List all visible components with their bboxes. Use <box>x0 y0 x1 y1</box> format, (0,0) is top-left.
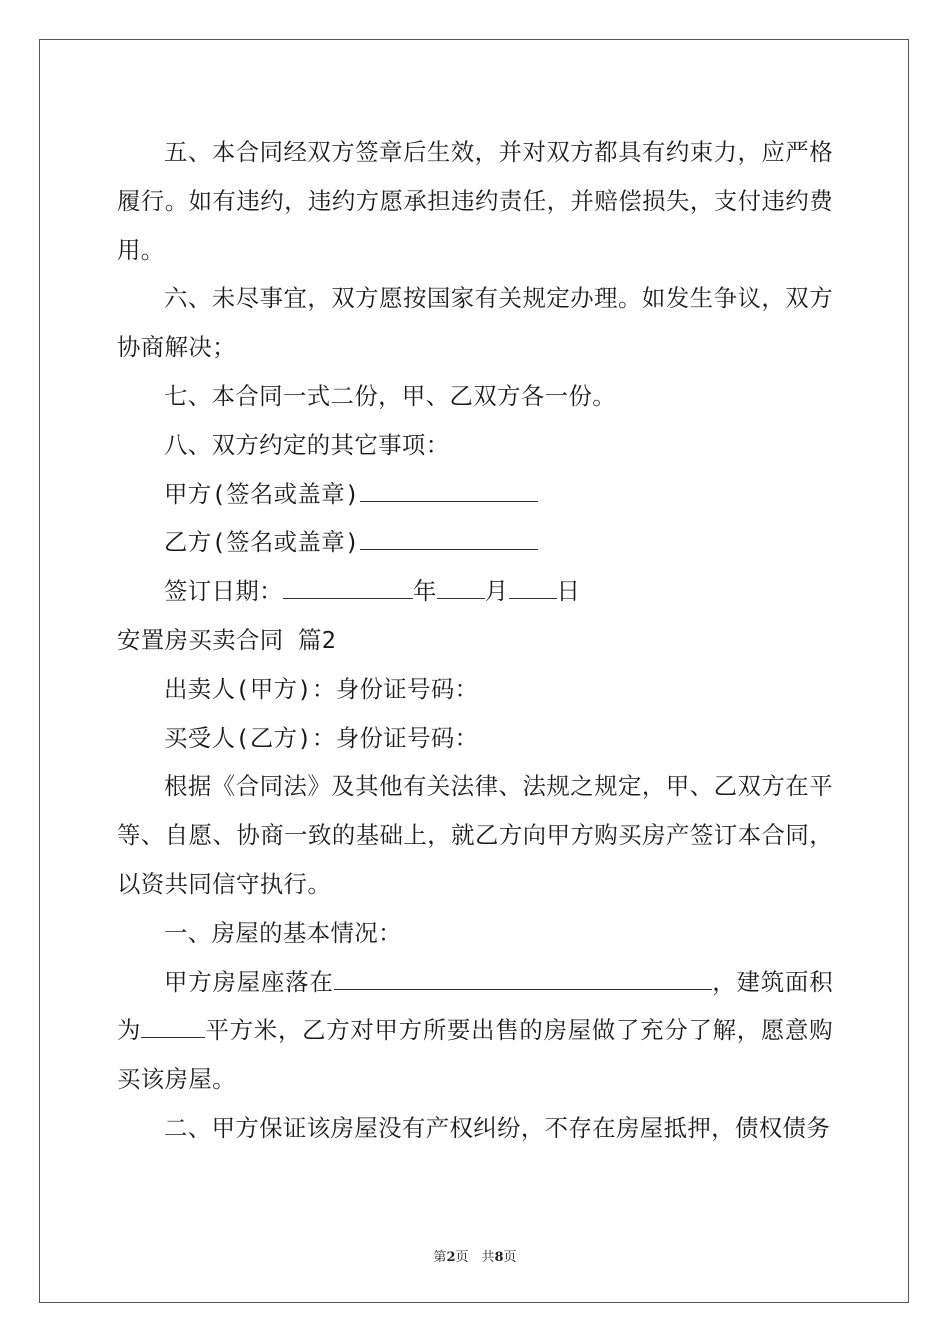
day-blank <box>509 572 557 599</box>
seller-line: 出卖人(甲方)：身份证号码： <box>164 674 479 703</box>
clause-1-body <box>117 958 833 1104</box>
clause-6: 六、未尽事宜，双方愿按国家有关规定办理。如发生争议，双方协商解决； <box>117 284 833 362</box>
signing-date <box>117 567 833 616</box>
signature-party-b <box>117 518 833 567</box>
footer-page-prefix: 第 <box>433 1250 447 1265</box>
footer-total-pages: 8 <box>494 1250 504 1265</box>
document-body <box>117 128 833 1153</box>
buyer-line: 买受人(乙方)：身份证号码： <box>164 723 479 752</box>
signature-party-b-blank <box>360 524 538 551</box>
year-blank <box>283 572 413 599</box>
clause-1-part-c: 平方米，乙方对甲方所要出售的房屋做了充分了解，愿意购买该房屋。 <box>117 1016 833 1094</box>
page-footer <box>0 1246 950 1265</box>
month-label: 月 <box>484 577 509 606</box>
footer-page-suffix: 页 <box>503 1250 517 1265</box>
preamble: 根据《合同法》及其他有关法律、法规之规定，甲、乙双方在平等、自愿、协商一致的基础上，就乙方向甲方购买房产签订本合同，以资共同信守执行。 <box>117 772 833 898</box>
clause-8: 八、双方约定的其它事项： <box>164 430 450 459</box>
day-label: 日 <box>556 577 581 606</box>
section-title: 安置房买卖合同 篇2 <box>117 625 337 654</box>
month-blank <box>437 572 485 599</box>
area-blank <box>141 1012 205 1039</box>
signature-party-b-label: 乙方(签名或盖章) <box>164 528 360 557</box>
clause-2: 二、甲方保证该房屋没有产权纠纷，不存在房屋抵押，债权债务 <box>164 1113 831 1142</box>
footer-page-number: 2 <box>446 1250 456 1265</box>
clause-1-part-a: 甲方房屋座落在 <box>164 967 334 996</box>
signing-date-label: 签订日期： <box>164 577 283 606</box>
clause-1-part-b: ，建筑面积为 <box>117 967 833 1045</box>
signature-party-a-label: 甲方(签名或盖章) <box>164 479 360 508</box>
clause-5: 五、本合同经双方签章后生效，并对双方都具有约束力，应严格履行。如有违约，违约方愿承担违约责任，并赔偿损失，支付违约费用。 <box>117 138 833 264</box>
location-blank <box>334 963 712 990</box>
footer-page-mid: 页 共 <box>455 1250 495 1265</box>
year-label: 年 <box>412 577 437 606</box>
signature-party-a-blank <box>360 475 538 502</box>
signature-party-a <box>117 470 833 519</box>
clause-1-title: 一、房屋的基本情况： <box>164 918 402 947</box>
clause-7: 七、本合同一式二份，甲、乙双方各一份。 <box>164 381 617 410</box>
